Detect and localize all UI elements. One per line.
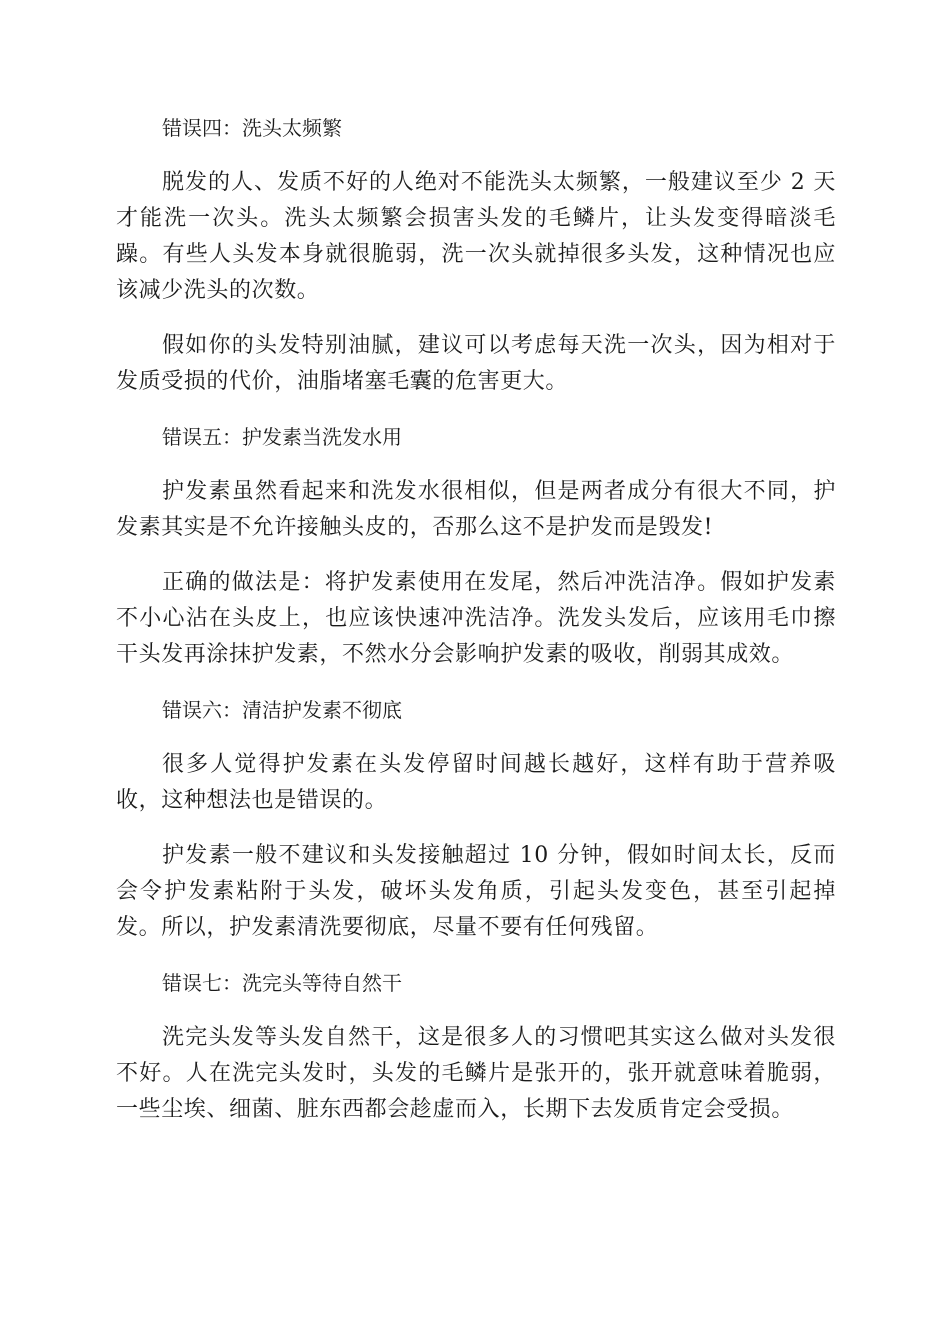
- paragraph: 洗完头发等头发自然干，这是很多人的习惯吧其实这么做对头发很不好。人在洗完头发时，头发的毛鳞片是张开的，张开就意味着脆弱，一些尘埃、细菌、脏东西都会趁虚而入，长期下去发质肯定会受损。: [116, 1025, 836, 1122]
- paragraph: 护发素一般不建议和头发接触超过 10 分钟，假如时间太长，反而会令护发素粘附于头发，破坏头发角质，引起头发变色，甚至引起掉发。所以，护发素清洗要彻底，尽量不要有任何残留。: [116, 843, 836, 940]
- section-heading-mistake-5: 错误五：护发素当洗发水用: [162, 425, 402, 449]
- paragraph: 假如你的头发特别油腻，建议可以考虑每天洗一次头，因为相对于发质受损的代价，油脂堵塞毛囊的危害更大。: [116, 333, 836, 394]
- document-body: [116, 110, 836, 1147]
- section-heading-mistake-7: 错误七：洗完头等待自然干: [162, 971, 402, 995]
- section-heading-mistake-6: 错误六：清洁护发素不彻底: [162, 698, 402, 722]
- paragraph: 护发素虽然看起来和洗发水很相似，但是两者成分有很大不同，护发素其实是不允许接触头皮的，否那么这不是护发而是毁发!: [116, 479, 836, 540]
- paragraph: 脱发的人、发质不好的人绝对不能洗头太频繁，一般建议至少 2 天才能洗一次头。洗头太频繁会损害头发的毛鳞片，让头发变得暗淡毛躁。有些人头发本身就很脆弱，洗一次头就掉很多头发，这种情况也应该减少洗头的次数。: [116, 170, 836, 303]
- paragraph: 正确的做法是：将护发素使用在发尾，然后冲洗洁净。假如护发素不小心沾在头皮上，也应该快速冲洗洁净。洗发头发后，应该用毛巾擦干头发再涂抹护发素，不然水分会影响护发素的吸收，削弱其成效。: [116, 570, 836, 667]
- paragraph: 很多人觉得护发素在头发停留时间越长越好，这样有助于营养吸收，这种想法也是错误的。: [116, 752, 836, 813]
- section-heading-mistake-4: 错误四：洗头太频繁: [162, 116, 342, 140]
